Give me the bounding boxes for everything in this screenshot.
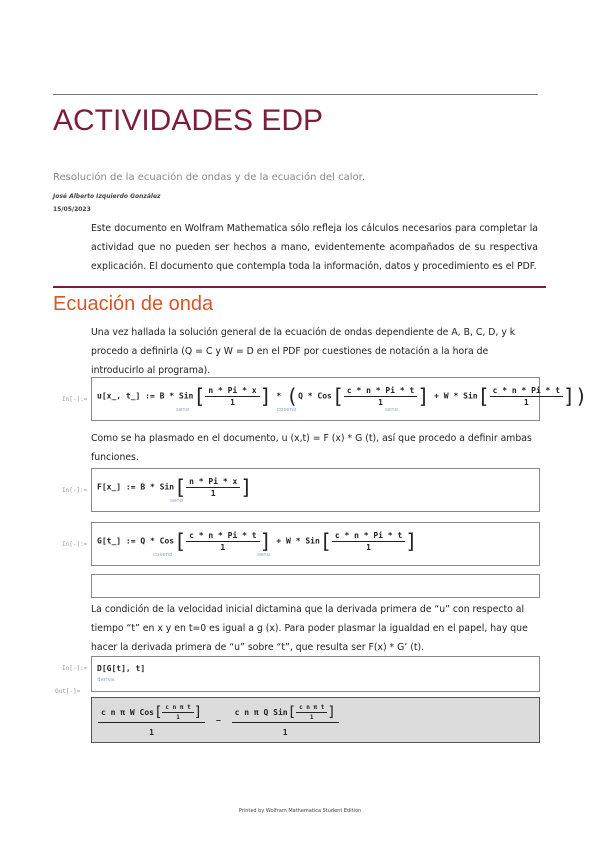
- empty-input-cell[interactable]: [91, 574, 540, 598]
- output-cell: [91, 697, 540, 743]
- input-cell-u[interactable]: [91, 377, 588, 421]
- intro-paragraph: Este documento en Wolfram Mathematica sólo refleja los cálculos necesarios para completar la actividad que no pueden ser hechos a mano, evidentemente acompañados de su respectiva explicación. El documento que contempla toda la información, datos y procedimiento es el PDF.: [91, 223, 538, 272]
- input-cell-derivative[interactable]: [91, 656, 540, 692]
- hint-seno: seno: [385, 407, 399, 413]
- hint-deriva: deriva: [97, 677, 115, 683]
- title-rule: [53, 94, 538, 95]
- hint-seno: seno: [176, 407, 190, 413]
- hint-coseno: coseno: [153, 552, 173, 558]
- in-label: In[-]:=: [62, 396, 88, 403]
- input-cell-f[interactable]: [91, 468, 540, 512]
- document-date: 15/05/2023: [53, 206, 91, 213]
- in-label: In[-]:=: [62, 541, 88, 548]
- document-subtitle: Resolución de la ecuación de ondas y de la ecuación del calor.: [53, 172, 366, 183]
- section-paragraph-2: Como se ha plasmado en el documento, u (x,t) = F (x) * G (t), así que procedo a definir ambas funciones.: [91, 433, 532, 463]
- output-expression: c n π W Cos[ $\frac{\text{c n π t}}{1}$ ] 1 − c n π Q Sin[ $\frac{\text{c n π t}}{1}$ ] 1: [98, 704, 339, 737]
- input-cell-g[interactable]: [91, 522, 540, 566]
- cell-code: G[t_] := Q * Cos[ $\frac{c * n * Pi * t}{1}$ ] + W * Sin[ $\frac{c * n * Pi * t}{1}$ ]: [97, 529, 418, 553]
- cell-code: F[x_] := B * Sin[ $\frac{n * Pi * x}{1}$ ]: [97, 475, 253, 499]
- out-label: Out[-]=: [55, 688, 81, 695]
- page-footer: Printed by Wolfram Mathematica Student Edition: [238, 808, 362, 814]
- hint-seno: seno: [170, 498, 184, 504]
- section-paragraph-1: Una vez hallada la solución general de la ecuación de ondas dependiente de A, B, C, D, y k procedo a definirla (Q = C y W = D en el PDF por cuestiones de notación a la hora de introducirlo al programa).: [91, 327, 516, 376]
- in-label: In[-]:=: [62, 665, 88, 672]
- hint-seno: seno: [257, 552, 271, 558]
- document-author: José Alberto Izquierdo González: [53, 193, 161, 200]
- section-title: Ecuación de onda: [53, 293, 214, 315]
- cell-code: u[x_, t_] := B * Sin[ $\frac{n * Pi * x}{1}$ ] * (Q * Cos[ $\frac{c * n * Pi * t}{1}$ ] + W * Sin[ $\frac{c * n * Pi * t}{1}$ ]): [97, 384, 588, 408]
- code-func: Sin: [178, 391, 194, 401]
- cell-code: D[G[t], t]: [97, 664, 146, 673]
- section-paragraph-3: La condición de la velocidad inicial dictamina que la derivada primera de “u” con respecto al tiempo “t” en x y en t=0 es igual a g (x). Para poder plasmar la igualdad en el papel, hay que hacer la derivada primera de “u” sobre “t”, que resulta ser F(x) * G’ (t).: [91, 604, 528, 653]
- document-title: ACTIVIDADES EDP: [53, 104, 324, 137]
- in-label: In[-]:=: [62, 487, 88, 494]
- section-rule: [53, 286, 546, 288]
- fraction: $\frac{n * Pi * x}{1}$: [205, 386, 259, 407]
- hint-coseno: coseno: [277, 407, 297, 413]
- code-text: u[x_, t_] := B *: [97, 391, 179, 401]
